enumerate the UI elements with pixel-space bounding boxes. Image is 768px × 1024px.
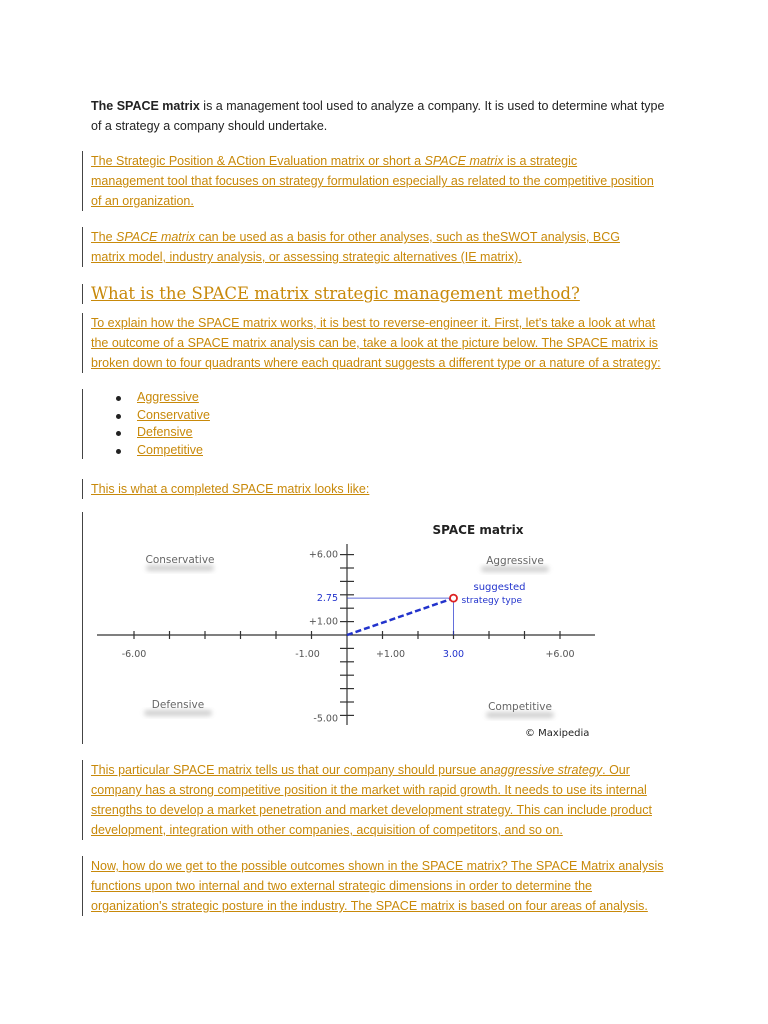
bullet-icon xyxy=(116,414,121,419)
quadrant-label: Aggressive xyxy=(486,555,544,567)
x-tick-label: +6.00 xyxy=(545,649,575,660)
list-item[interactable] xyxy=(91,407,210,425)
text-span: The Strategic Position & ACtion Evaluation matrix or short a xyxy=(91,154,425,168)
strategy-list xyxy=(91,389,210,459)
list-item[interactable] xyxy=(91,424,210,442)
direction-vector xyxy=(347,598,454,635)
quote-block-4 xyxy=(82,479,369,499)
annotation-line: suggested xyxy=(473,582,526,594)
text-span: aggressive strategy xyxy=(493,763,603,777)
quote-block-5 xyxy=(82,760,652,840)
text-span: broken down to four quadrants where each quadrant suggests a different type or a nature of a strategy: xyxy=(91,356,661,370)
quote-block-2 xyxy=(82,227,620,267)
text-span: matrix model, industry analysis, or assessing strategic alternatives (IE matrix). xyxy=(91,250,522,264)
list-item-label: Aggressive xyxy=(137,390,199,404)
text-span: can be used as a basis for other analyses, such as theSWOT analysis, BCG xyxy=(194,230,620,244)
paragraph-outcomes[interactable] xyxy=(91,856,664,916)
bullet-icon xyxy=(116,396,121,401)
paragraph-space-definition[interactable] xyxy=(91,151,654,211)
text-span: To explain how the SPACE matrix works, it is best to reverse-engineer it. First, let's take a look at what xyxy=(91,316,656,330)
list-item[interactable] xyxy=(91,442,210,460)
text-span: organization's strategic posture in the industry. The SPACE matrix is based on four areas of analysis. xyxy=(91,899,648,913)
y-tick-label: +6.00 xyxy=(308,549,338,561)
text-span: is a strategic xyxy=(503,154,578,168)
list-item-label: Competitive xyxy=(137,442,203,457)
text-span: matrix xyxy=(469,154,504,168)
text-span: SPACE xyxy=(424,154,466,168)
text-span: The xyxy=(91,230,117,244)
y-tick-label: 2.75 xyxy=(316,593,338,605)
quote-block-6 xyxy=(82,856,664,916)
text-span: strengths to develop a market penetration and market development strategy. This can include product xyxy=(91,803,652,817)
paragraph-completed-matrix[interactable]: This is what a completed SPACE matrix looks like: xyxy=(91,482,370,496)
intro-paragraph xyxy=(91,96,691,136)
text-span: . Our xyxy=(602,763,630,777)
space-matrix-chart xyxy=(82,512,623,744)
text-span: of an organization. xyxy=(91,194,194,208)
quote-block-list xyxy=(82,389,210,459)
paragraph-space-uses[interactable] xyxy=(91,227,620,267)
text-span: the outcome of a SPACE matrix analysis can be, take a look at the picture below. The SPACE matrix is xyxy=(91,336,658,350)
y-tick-label: +1.00 xyxy=(308,616,338,628)
bullet-icon xyxy=(116,431,121,436)
intro-line2: of a strategy a company should undertake. xyxy=(91,119,328,133)
paragraph-explanation[interactable] xyxy=(91,313,661,373)
chart-title: SPACE matrix xyxy=(432,523,524,537)
intro-bold: The SPACE matrix xyxy=(91,99,200,113)
quadrant-label: Defensive xyxy=(151,699,205,711)
text-span: management tool that focuses on strategy formulation especially as related to the competitive position xyxy=(91,174,654,188)
chart-svg xyxy=(83,512,613,744)
copyright-text: © Maxipedia xyxy=(525,728,590,739)
text-span: company has a strong competitive position it the market with rapid growth. It needs to use its internal xyxy=(91,783,647,797)
text-span: SPACE matrix xyxy=(116,230,195,244)
text-span: functions upon two internal and two external strategic dimensions in order to determine the xyxy=(91,879,592,893)
list-item-label: Defensive xyxy=(137,425,193,439)
list-item[interactable] xyxy=(91,389,210,407)
bullet-icon xyxy=(116,449,121,454)
suggested-point xyxy=(450,595,457,602)
quadrant-label: Competitive xyxy=(488,701,552,713)
paragraph-aggressive[interactable] xyxy=(91,760,652,840)
quote-block-1 xyxy=(82,151,654,211)
x-tick-label: 3.00 xyxy=(442,649,465,660)
list-item-label: Conservative xyxy=(137,407,210,422)
section-heading[interactable]: What is the SPACE matrix strategic management method? xyxy=(91,284,580,303)
intro-line1: is a management tool used to analyze a company. It is used to determine what type xyxy=(199,99,665,113)
annotation-line: strategy type xyxy=(461,596,523,607)
quote-block-3 xyxy=(82,313,661,373)
x-tick-label: -1.00 xyxy=(295,649,320,660)
x-tick-label: -6.00 xyxy=(121,649,147,660)
x-tick-label: +1.00 xyxy=(375,649,406,660)
y-tick-label: -5.00 xyxy=(313,713,338,725)
text-span: Now, how do we get to the possible outcomes shown in the SPACE matrix? The SPACE Matrix analysis xyxy=(91,859,664,873)
quote-block-heading xyxy=(82,284,580,304)
text-span: development, integration with other companies, acquisition of competitors, and so on. xyxy=(91,823,563,837)
text-span: This particular SPACE matrix tells us that our company should pursue an xyxy=(91,763,494,777)
quadrant-label: Conservative xyxy=(145,554,215,566)
